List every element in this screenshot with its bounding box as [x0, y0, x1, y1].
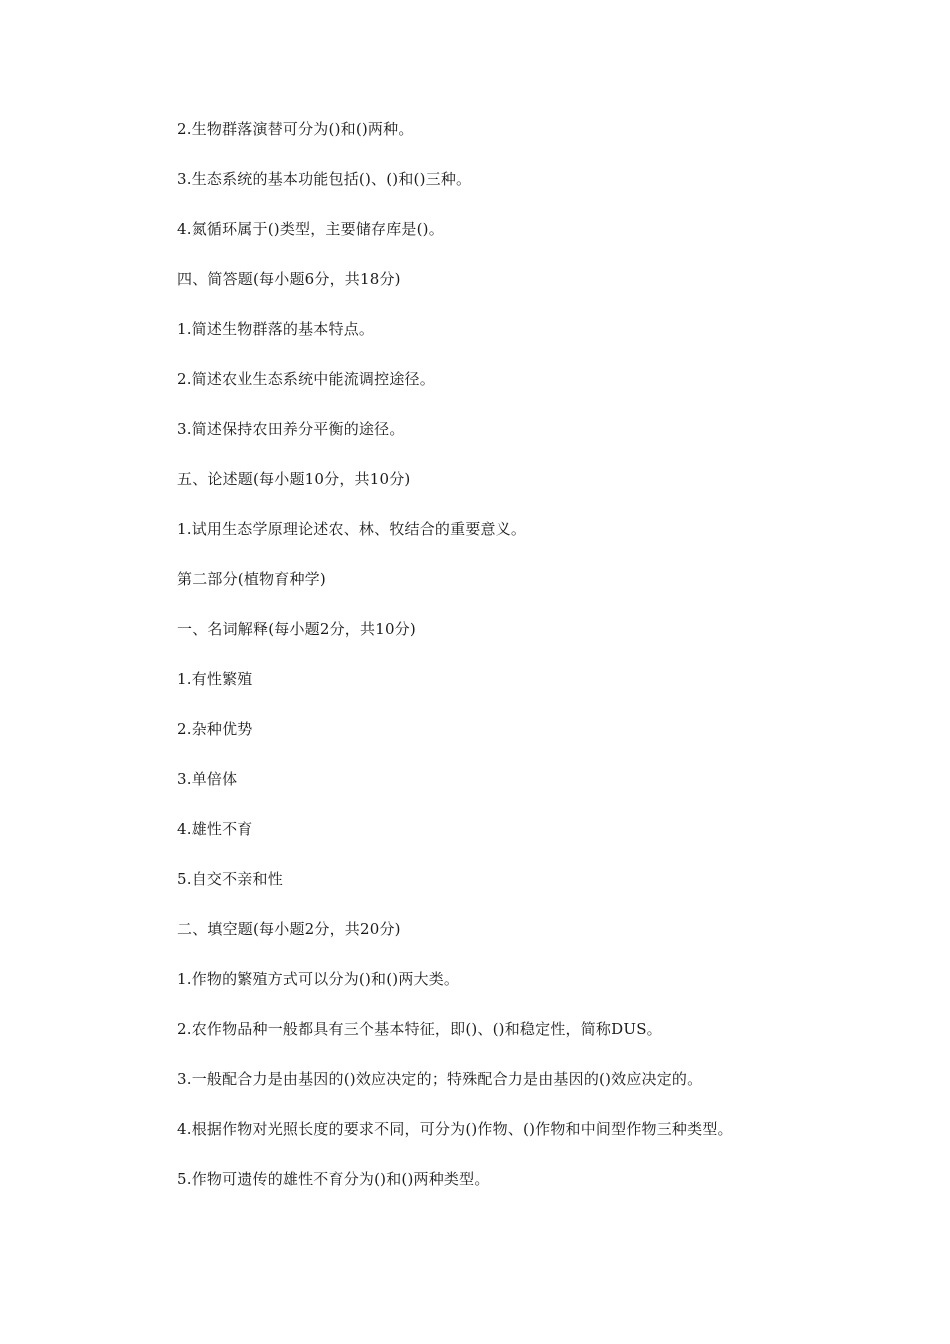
short-answer-question-2: 2.简述农业生态系统中能流调控途径。: [177, 370, 435, 388]
part-heading-plant-breeding: 第二部分(植物育种学): [177, 570, 326, 588]
term-item-2: 2.杂种优势: [177, 720, 253, 738]
fill-blank-question-2: 2.生物群落演替可分为()和()两种。: [177, 120, 414, 138]
breeding-fill-blank-3: 3.一般配合力是由基因的()效应决定的；特殊配合力是由基因的()效应决定的。: [177, 1070, 703, 1088]
term-item-3: 3.单倍体: [177, 770, 238, 788]
short-answer-question-1: 1.简述生物群落的基本特点。: [177, 320, 375, 338]
section-heading-essay: 五、论述题(每小题10分，共10分): [177, 470, 411, 488]
short-answer-question-3: 3.简述保持农田养分平衡的途径。: [177, 420, 405, 438]
breeding-fill-blank-2: 2.农作物品种一般都具有三个基本特征，即()、()和稳定性，简称DUS。: [177, 1020, 662, 1038]
document-body: [177, 116, 917, 1216]
breeding-fill-blank-4: 4.根据作物对光照长度的要求不同，可分为()作物、()作物和中间型作物三种类型。: [177, 1120, 733, 1138]
section-heading-short-answer: 四、简答题(每小题6分，共18分): [177, 270, 401, 288]
section-heading-fill-blank: 二、填空题(每小题2分，共20分): [177, 920, 401, 938]
term-item-5: 5.自交不亲和性: [177, 870, 283, 888]
fill-blank-question-4: 4.氮循环属于()类型，主要储存库是()。: [177, 220, 444, 238]
fill-blank-question-3: 3.生态系统的基本功能包括()、()和()三种。: [177, 170, 472, 188]
term-item-1: 1.有性繁殖: [177, 670, 253, 688]
essay-question-1: 1.试用生态学原理论述农、林、牧结合的重要意义。: [177, 520, 527, 538]
section-heading-term-definitions: 一、名词解释(每小题2分，共10分): [177, 620, 416, 638]
breeding-fill-blank-5: 5.作物可遗传的雄性不育分为()和()两种类型。: [177, 1170, 490, 1188]
term-item-4: 4.雄性不育: [177, 820, 253, 838]
breeding-fill-blank-1: 1.作物的繁殖方式可以分为()和()两大类。: [177, 970, 460, 988]
